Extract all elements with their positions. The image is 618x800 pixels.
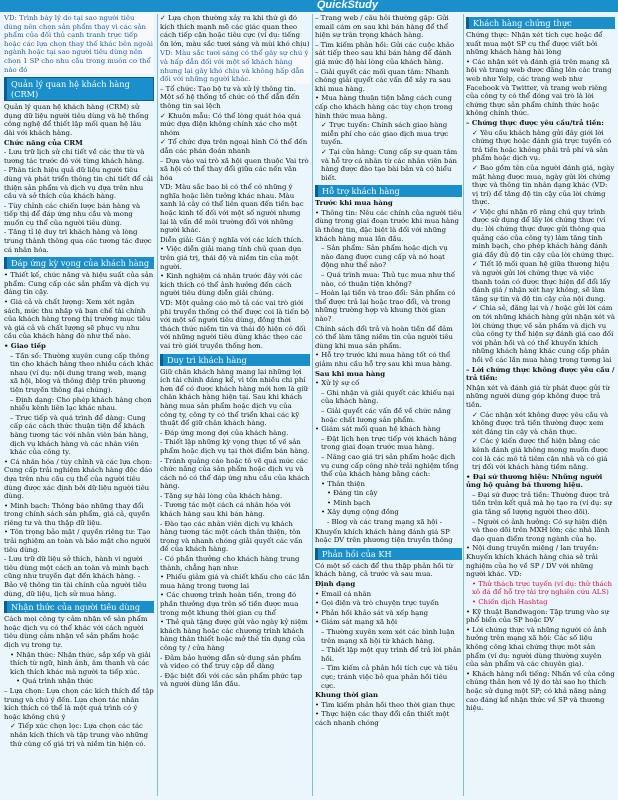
paragraph: • Thông tin: Nêu các chính của người tiêu dùng trong giai đoạn trước khi mua hàng là thông tin, đặc biệt là đối với những khách hàng mua lần đầu. xyxy=(315,208,462,243)
paragraph: • Giám sát mối quan hệ khách hàng xyxy=(315,425,441,434)
paragraph: ✓ Tại cửa hàng: Cung cấp sự quan tâm và hỗ trợ cá nhân từ các nhân viên bán hàng được đào tạo bài bản và có hiểu biết. xyxy=(321,147,458,182)
column-divider xyxy=(463,14,464,796)
paragraph: ✓ Tiết lộ mối quan hệ giữa thương hiệu và người gửi lời chứng thực và việc thanh toán có được thực hiện để đổi lấy đánh giá / nhận xét hay không, sẽ làm tăng sự tin và độ tin cậy của nội dung. xyxy=(472,260,611,303)
paragraph: ✓ Yêu cầu khách hàng gửi đây giới lời chứng thực hoặc đánh giá trực tuyến có trả tiền hoặc không phải trả phí và sản phẩm hoặc dịch vụ. xyxy=(472,128,612,163)
paragraph: - Đảm bảo hướng dẫn sử dụng sản phẩm và video có thể truy cập dễ dàng xyxy=(160,653,302,671)
paragraph: – Dựa vào vai trò xã hội quen thuộc Vai trò xã hội có thể thay đổi giữa các nền văn hóa xyxy=(160,156,309,182)
top-banner xyxy=(0,0,618,12)
paragraph: • Đáng tin cậy xyxy=(327,489,378,498)
paragraph: • Các chương trình hoàn tiền, trong đó phần thưởng dựa trên số tiền được mua trong một khung thời gian cụ thể xyxy=(160,591,299,617)
paragraph: • Cá nhân hóa / tùy chỉnh và các lựa chọn: Cung cấp trải nghiệm khách hàng độc đáo dựa trên nhu cầu cụ thể của người tiêu dùng được xác định bởi dữ liệu người tiêu dùng. xyxy=(4,457,153,501)
paragraph: Chính sách đổi trả và hoàn tiền để đảm có thể làm tăng niềm tin của người tiêu dùng khi mua sản phẩm. xyxy=(315,324,453,350)
paragraph: Chứng thực: Nhận xét tích cực hoặc để xuất mua một SP cụ thể được viết bởi những khách hàng hài lòng xyxy=(466,31,603,57)
paragraph: • Thực hiện các thay đổi cần thiết một cách nhanh chóng xyxy=(315,710,450,727)
section-heading: Duy trì khách hàng xyxy=(160,354,310,366)
paragraph: – Tìm kiếm cả phản hồi tích cực và tiêu cực; tránh việc bỏ qua phản hồi tiêu cực. xyxy=(321,664,458,690)
paragraph: • Giá cả và chất lượng: Xem xét ngân sách, mức thu nhập và bạn chế tài chính của khách hàng trong thị trường mục tiêu và giá cả và chất lượng sẽ phục vụ nhu cầu của khách hàng đó như thế nào. xyxy=(4,298,151,341)
paragraph: Cách mọi công ty cảm nhận về sản phẩm hoặc dịch vụ có thể khác với cách người tiêu dùng cảm nhận về sản phẩm hoặc dịch vụ trong tự. xyxy=(4,615,148,649)
section-heading: Hỗ trợ khách hàng xyxy=(315,185,462,197)
paragraph: – Nâng cao giá trị sản phẩm hoặc dịch vụ cung cấp công nhờ trải nghiệm tổng thể của khách hàng bằng cách: xyxy=(321,452,459,479)
paragraph: Khuyến khích khách hàng đánh giá SP hoặc DV trên phương tiện truyền thông xyxy=(315,527,453,545)
paragraph: VD: Màu sắc tươi sáng có thể gây sự chú ý và hấp dẫn đối với một số khách hàng nhưng lại gây khó chịu và không hấp dẫn đối với những người khác. xyxy=(160,49,309,84)
paragraph: Nhận xét và đánh giá từ phát được gửi từ những người dùng góp không được trả tiền. xyxy=(466,383,610,409)
paragraph: • Tìm kiếm phản hồi theo thời gian thực xyxy=(315,700,455,709)
paragraph: Có một số cách để thu thập phản hồi từ khách hàng, cả trước và sau mua. xyxy=(315,561,454,579)
paragraph: ✓ Lựa chọn thường xảy ra khi thứ gì đó kích thích mạnh mẽ các giác quan theo cách tiếp cận hoặc tiêu cực (ví dụ: tiếng ồn lớn, màu sắc tươi sáng và mùi khó chịu) xyxy=(160,14,310,48)
paragraph: - Đặc biệt đối với các sản phẩm phức tạp và người dùng lần đầu. xyxy=(160,671,303,689)
subheading: – Lời chứng thực không được yêu cầu / trả tiền: xyxy=(466,365,615,383)
paragraph: • Minh bạch: Thông báo những thay đổi trong chính sách sản phẩm, giá cả, quyền riêng tư và thu thập dữ liệu. xyxy=(4,501,150,527)
paragraph: ✓ Việc ghi nhận rõ ràng chú quy trình được sử dụng để lấy lời chứng thực (ví dụ: lời chứng thực được gửi thông qua quảng cáo của công ty) làm tăng tính minh bạch, cho phép khách hàng đánh giá đầy đủ độ tin cậy của lời chứng thực. xyxy=(472,207,614,259)
paragraph: – Thường xuyên xem xét các bình luận trên mạng xã hội từ khách hàng. xyxy=(321,628,455,645)
paragraph: • Thân thiện xyxy=(321,479,365,488)
paragraph: • Email cá nhân xyxy=(315,589,372,598)
subheading: Khung thời gian xyxy=(315,691,378,700)
paragraph: • Phản hồi khảo sát và xếp hạng xyxy=(315,608,429,617)
paragraph: - Tăng tỉ lệ duy trì khách hàng và lòng trung thành thông qua các tương tác được cá nhân hóa. xyxy=(4,228,152,254)
paragraph: - Tương tác một cách cá nhân hóa với khách hàng sau khi bán hàng. xyxy=(160,501,291,519)
column-3 xyxy=(315,14,462,796)
section-heading: Khách hàng chứng thực xyxy=(466,17,615,29)
paragraph: – Quá trình mua: Thủ tục mua như thế nào, có thuận tiện không? xyxy=(321,271,456,288)
brand-logo: QuickStudy xyxy=(316,0,378,11)
paragraph: • Nội dung truyền miệng / lan truyền: Khuyến khích khách hàng chia sẻ trải nghiệm của họ về SP / DV với những người khác. VD: xyxy=(466,544,599,579)
paragraph: ✓ Trực tuyến: Chính sách giao hàng miễn phí cho các giao dịch mua trực tuyến. xyxy=(321,121,449,147)
paragraph: VD: Trình bày lý do tại sao người tiêu dùng nên chọn sản phẩm thay vì các sản phẩm của đối thủ cạnh tranh trực tiếp hoặc các lựa chọn thay thế khác bên ngoài ngành hoặc tại sao người tiêu dùng nên chọn 1 SP cho nhu cầu trong muôn cơ thể nào đó xyxy=(4,14,154,74)
paragraph: – Tổ chức: Tạo bộ tư và xử lý thông tin. Một số hệ thống tổ chức có thể dẫn đến thông tin sai lệch xyxy=(160,84,300,110)
paragraph: • Thử thách trực tuyến (ví dụ: thử thách xô đá để hỗ trợ tài trợ nghiên cứu ALS) xyxy=(472,579,613,597)
paragraph: • Tôn trọng bảo mật / quyền riêng tư: Tạo trải nghiệm an toàn và bảo mật cho người tiêu dùng. xyxy=(4,528,151,554)
paragraph: • Lời chứng thực và những người có ảnh hưởng trên mạng xã hội: Các số liệu không công khai chứng thực một sản phẩm (ví dụ: người dùng thường xuyên của sản phẩm và các chuyên gia). xyxy=(466,625,607,669)
paragraph: - Lưu trữ dữ liệu sở thích, hành vi người tiêu dùng một cách an toàn và minh bạch cũng như truyền đạt đến khách hàng. - Bảo vệ thông tin tài chính của người tiêu dùng, dữ liệu, lịch sử mua hàng. xyxy=(4,555,149,598)
paragraph: - Lưu trữ lịch sử chi tiết về các thư từ và tương tác trước đó với từng khách hàng. xyxy=(4,148,145,165)
paragraph: • Nhận thức: Nhận thức, sắp xếp và giải thích từ ngữ, hình ảnh, âm thanh và các kích thích khác mà người ta tiếp xúc. xyxy=(10,650,151,676)
paragraph: – Tần số: Thường xuyên cung cấp thông tin cho khách hàng theo nhiều cách khác nhau (ví dụ: nội dung trang web, mạng xã hội, blog và thông điệp trên phương tiện truyền thông đại chúng). xyxy=(10,351,154,394)
paragraph: – Lựa chọn: Lựa chọn các kích thích để tập trung và chú ý đến. Lựa chọn tác nhân kích thích có thể là một quá trình có ý hoặc không chú ý xyxy=(4,686,154,721)
paragraph: ✓ Các ý kiến được thể hiện bằng các kênh đánh giá không mong muốn được coi là các mô tả tiêm cận nhà và có giá trị đối với khách hàng tiềm năng. xyxy=(472,437,609,472)
paragraph: • Thẻ quà tặng được gửi vào ngày kỷ niệm khách hàng hoặc các chương trình khách hàng thân thiết hoặc mở thẻ tín dụng của công ty / cửa hàng xyxy=(160,618,308,652)
subheading: • Đại sứ thương hiệu: Những người ủng hộ quảng bá thương hiệu. xyxy=(466,472,603,490)
paragraph: • Hỗ trợ trước khi mua hàng tốt có thể giảm nhu cầu hỗ trợ sau khi mua hàng. xyxy=(315,351,453,368)
paragraph: • Chiến dịch Hashtag xyxy=(472,598,548,606)
paragraph: • Phiếu giảm giá và chiết khấu cho các lần mua hàng trong tương lai xyxy=(160,573,310,590)
paragraph: – Trực tiếp và quá trình để dàng: Cung cấp các cách thức thuận tiện để khách hàng tương tác với nhân viên bán hàng, dịch vụ khách hàng và các nhân viên khác của công ty. xyxy=(10,413,149,457)
paragraph: - Có phần thưởng cho khách hàng trung thành, chẳng hạn như: xyxy=(160,555,300,572)
paragraph: ✓ Các nhận xét không được yêu cầu và không được trả tiền thường được xem xét đáng tin cậy và chân thực. xyxy=(472,410,609,436)
section-heading: Nhận thức của người tiêu dùng xyxy=(4,601,154,613)
paragraph: • Xử lý sự cố xyxy=(315,379,360,388)
paragraph: Giữ chân khách hàng mang lại những lợi ích tài chính đáng kể, vì tốn nhiều chi phí hơn để có được khách hàng mới hơn là giữ chân khách hàng hiện tại. Sau khi khách hàng mua sản phẩm hoặc dịch vụ của công ty, công ty có thể triển khai các kỹ thuật để giữ chân khách hàng. xyxy=(160,367,308,428)
paragraph: VD: Một quảng cáo mô tả các vai trò giới phi truyền thống có thể được coi là tiến bộ với một số người tiêu dùng, đồng thời thách thức niềm tin và thái độ hiện có đối với những người tiêu dùng khác theo các vai trò giới truyền thống hơn. xyxy=(160,299,310,350)
paragraph: - Tránh quảng cáo hoặc tô vẽ quá mức các chức năng của sản phẩm hoặc dịch vụ và cách nó có thể đáp ứng nhu cầu của khách hàng. xyxy=(160,456,310,491)
paragraph: • Xây dựng cộng đồng xyxy=(321,508,399,517)
paragraph: – Trang web / câu hỏi thường gặp: Gửi email cám ơn sau khi bán hàng để thể hiện sự trân trọng khách hàng. xyxy=(315,14,449,40)
paragraph: • Thiết kế, chức năng và hiệu suất của sản phẩm: Cung cấp các sản phẩm và dịch vụ đáng tin cậy. xyxy=(4,271,154,297)
subheading: Trước khi mua hàng xyxy=(315,199,393,208)
paragraph: – Hoàn lại tiền và trao đổi: Sản phẩm có thể được trả lại hoặc trao đổi, và trong những trường hợp và khung thời gian nào? xyxy=(315,289,456,323)
paragraph: • Minh bạch xyxy=(327,498,371,507)
subheading: • Giao tiếp xyxy=(4,342,46,350)
section-heading: Đáp ứng kỳ vọng của khách hàng xyxy=(4,257,154,269)
paragraph: – Thiết lập một quy trình để trả lời phản hồi. xyxy=(321,646,462,663)
paragraph: ✓ Bao gồm tên của người đánh giá, ngày mặt hàng được mua, ngày gửi lời chứng thực và thông tin nhân dạng khác (VD: vị trí) để tăng độ tin cậy của lời chứng thực. xyxy=(472,163,615,207)
paragraph: ✓ Tiếp xúc chọn lọc: Lựa chọn các tác nhân kích thích và tập trung vào những thứ cùng cố giá trị và niềm tin hiện có. xyxy=(10,722,149,748)
paragraph: • Gọi điện và trò chuyện trực tuyến xyxy=(315,599,439,608)
column-1 xyxy=(4,14,154,796)
paragraph: – Ghi nhận và giải quyết các khiếu nại của khách hàng. xyxy=(321,388,455,406)
paragraph: Quản lý quan hệ khách hàng (CRM) sử dụng dữ liệu người tiêu dùng và hệ thống công nghệ để thiết lập mối quan hệ lâu dài với khách hàng. xyxy=(4,103,149,137)
paragraph: – Đặt lịch hẹn trực tiếp với khách hàng trong giai đoạn trước mua hàng. xyxy=(321,434,457,452)
paragraph: - Blog và các trang mạng xã hội - xyxy=(327,518,443,527)
section-heading: Phản hồi của KH xyxy=(315,548,462,560)
paragraph: Diễn giải: Gán ý nghĩa với các kích thích. xyxy=(160,235,304,244)
paragraph: – Đại sứ được trả tiền: Thường được trả tiền trên kết quả mà họ tạo ra (ví dụ: sự gia tăng số lượng người theo dõi). xyxy=(472,490,612,517)
paragraph: – Sản phẩm: Sản phẩm hoặc dịch vụ nào đang được cung cấp và nó hoạt động như thế nào? xyxy=(321,244,448,270)
paragraph: • Khách hàng nổi tiếng: Nhấn về của công chúng thân hơn về lý do tài sao họ thích hoặc sử dụng một SP; có khả năng nâng cao đáng kể nhận thức về SP và thương hiệu. xyxy=(466,669,615,713)
column-divider xyxy=(157,14,158,796)
paragraph: – Định dạng: Cho phép khách hàng chọn nhiều kênh liên lạc khác nhau. xyxy=(10,395,152,413)
paragraph: - Đáp ứng mong đợi của khách hàng. xyxy=(160,428,289,437)
paragraph: ✓ Khuôn mẫu: Có thể lòng quát hóa quá mức dựa điện không chính xác cho một nhóm xyxy=(160,111,301,137)
paragraph: VD: Màu sắc bao bì có thể có những ý nghĩa hoặc liên tưởng khác nhau. Màu xanh lá cây có thể liên quan đến tiền bạc hoặc kinh tế đối với một số người nhưng lại là vấn đề môi trường đối với những người khác. xyxy=(160,183,304,235)
paragraph: – Giải quyết các mối quan tâm: Nhanh chóng giải quyết các vấn đề xảy ra sau khi mua hàng. xyxy=(315,67,451,93)
paragraph: • Các nhận xét và đánh giá trên mạng xã hội và trang web được đăng lên các trang web như Yelp, các trang web như Facebook và Twitter, và trang web riêng của công ty có thể đóng vai trò là lời chứng thực sản phẩm chính thức hoặc không chính thức. xyxy=(466,57,612,118)
paragraph: - Tăng sự hài lòng của khách hàng. xyxy=(160,491,283,500)
paragraph: – Tìm kiếm phản hồi: Gửi các cuộc khảo sát tiếp theo sau khi bán hàng để đánh giá mức độ hài lòng của khách hàng. xyxy=(315,40,455,66)
paragraph: • Kinh nghiệm cá nhân trước đây với các kích thích có thể ảnh hưởng đến cách người tiêu dùng diễn giải chúng. xyxy=(160,272,303,298)
paragraph: • Mua hàng thuận tiện bằng cách cung cấp cho khách hàng các tùy chọn trong hình thức mua hàng. xyxy=(315,94,453,120)
paragraph: – Giải quyết các vấn đề về chức năng hoặc chất lượng sản phẩm. xyxy=(321,406,451,424)
paragraph: – Người có ảnh hưởng: Có sự hiện diện và theo dõi trên MXH lớn; các nhà lãnh đạo quan điểm trong ngành của họ. xyxy=(472,517,610,543)
paragraph: - Đào tạo các nhân viên dịch vụ khách hàng tương tác một cách thân thiện, tôn trọng và nhanh chóng giải quyết các vấn đề của khách hàng. xyxy=(160,519,303,554)
paragraph: ✓ Chia sẻ, đăng lại và / hoặc gửi lời cám ơn tới những khách hàng gửi nhận xét và lời chứng thực về sản phẩm và dịch vụ của công ty thể hiện sự đánh giá cao đối với phản hồi và có thể khuyến khích những khách hàng khác cung cấp phản hồi về các lần mua hàng trong tương lai xyxy=(472,304,615,364)
paragraph: • Kỹ thuật Bandwagon: Tập trung vào sự phổ biến của SP hoặc DV xyxy=(466,607,609,625)
paragraph: • Quá trình nhận thức xyxy=(16,677,94,686)
paragraph: • Việc diễn giải mang tính chủ quan dựa trên giá trị, thái độ và niềm tin của một người. xyxy=(160,245,302,271)
section-heading: Quản lý quan hệ khách hàng (CRM) xyxy=(4,77,154,101)
column-2 xyxy=(160,14,310,796)
subheading: Định dạng xyxy=(315,580,356,589)
column-divider xyxy=(312,14,313,796)
subheading: – Chứng thực được yêu cầu/trả tiền: xyxy=(466,118,604,127)
subheading: Chức năng của CRM xyxy=(4,138,83,147)
paragraph: - Thiết lập những kỳ vọng thực tế về sản phẩm hoặc dịch vụ tại thời điểm bán hàng. xyxy=(160,438,310,455)
column-4 xyxy=(466,14,615,796)
paragraph: - Tùy chỉnh các chiến lược bán hàng và tiếp thị để đáp ứng nhu cầu và mong muốn cụ thể của người tiêu dùng. xyxy=(4,201,141,227)
paragraph: • Giám sát mạng xã hội xyxy=(315,618,398,627)
subheading: Sau khi mua hàng xyxy=(315,369,386,378)
paragraph: - Phân tích hiệu quả dữ liệu người tiêu dùng và phát triển thông tin chi tiết để cải thiện sản phẩm và dịch vụ dựa trên nhu cầu và sở thích của khách hàng. xyxy=(4,166,153,201)
paragraph: ✓ Tổ chức dựa trên ngoại hình Có thể đến dẫn các phán đoán nhanh xyxy=(160,138,308,155)
